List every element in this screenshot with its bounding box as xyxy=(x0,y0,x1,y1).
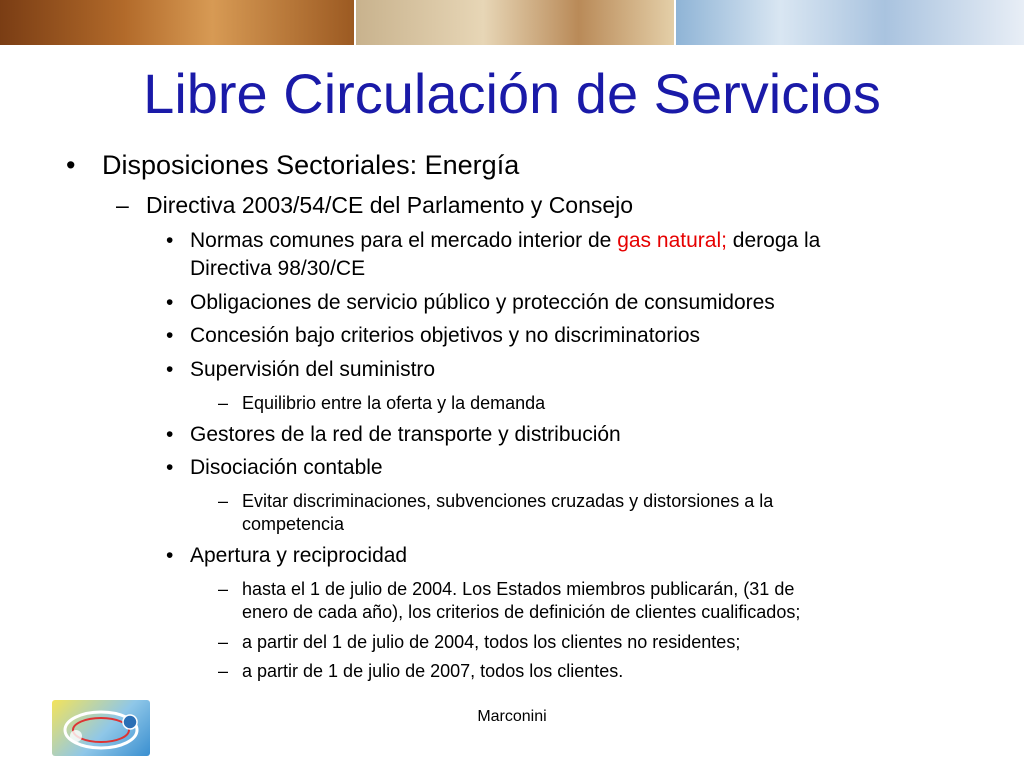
directiva-line: Directiva 2003/54/CE del Parlamento y Consejo xyxy=(146,192,634,218)
gas-natural-highlight: gas natural; xyxy=(617,229,727,252)
photo-banner xyxy=(0,0,1024,45)
bullet-marker: • xyxy=(166,423,174,446)
bullet-marker: • xyxy=(166,291,174,314)
disociacion-line: Disociación contable xyxy=(190,456,383,479)
slide-title: Libre Circulación de Servicios xyxy=(143,62,881,125)
dash-marker: – xyxy=(218,661,229,681)
dash-marker: – xyxy=(116,192,129,218)
bullet-marker: • xyxy=(166,358,174,381)
normas-line-cont: Directiva 98/30/CE xyxy=(190,257,366,280)
banner-photo-grain xyxy=(0,0,356,45)
equilibrio-line: Equilibrio entre la oferta y la demanda xyxy=(242,393,546,413)
footer-author: Marconini xyxy=(477,708,547,725)
bullet-marker: • xyxy=(166,544,174,567)
hasta-line-cont: enero de cada año), los criterios de definición de clientes cualificados; xyxy=(242,602,801,622)
bullet-marker: • xyxy=(66,150,76,180)
bullet-marker: • xyxy=(166,324,174,347)
normas-line xyxy=(190,228,820,254)
concesion-line: Concesión bajo criterios objetivos y no discriminatorios xyxy=(190,324,701,347)
dash-marker: – xyxy=(218,579,229,599)
obligaciones-line: Obligaciones de servicio público y protección de consumidores xyxy=(190,291,775,314)
banner-photo-writing xyxy=(356,0,676,45)
gestores-line: Gestores de la red de transporte y distribución xyxy=(190,423,621,446)
partir-2004-line: a partir del 1 de julio de 2004, todos los clientes no residentes; xyxy=(242,632,741,652)
dash-marker: – xyxy=(218,491,229,511)
dash-marker: – xyxy=(218,393,229,413)
partir-2007-line: a partir de 1 de julio de 2007, todos los clientes. xyxy=(242,661,624,681)
bullet-marker: • xyxy=(166,229,174,252)
hasta-line: hasta el 1 de julio de 2004. Los Estados miembros publicarán, (31 de xyxy=(242,579,795,599)
dash-marker: – xyxy=(218,632,229,652)
evitar-line-cont: competencia xyxy=(242,514,345,534)
normas-deroga: deroga la xyxy=(726,229,821,252)
apertura-line: Apertura y reciprocidad xyxy=(190,544,408,567)
normas-text: Normas comunes para el mercado interior de xyxy=(190,229,618,252)
bullet-marker: • xyxy=(166,456,174,479)
evitar-line: Evitar discriminaciones, subvenciones cruzadas y distorsiones a la xyxy=(242,491,774,511)
supervision-line: Supervisión del suministro xyxy=(190,358,436,381)
banner-photo-keyboard xyxy=(676,0,1024,45)
heading-energia: Disposiciones Sectoriales: Energía xyxy=(102,150,520,180)
